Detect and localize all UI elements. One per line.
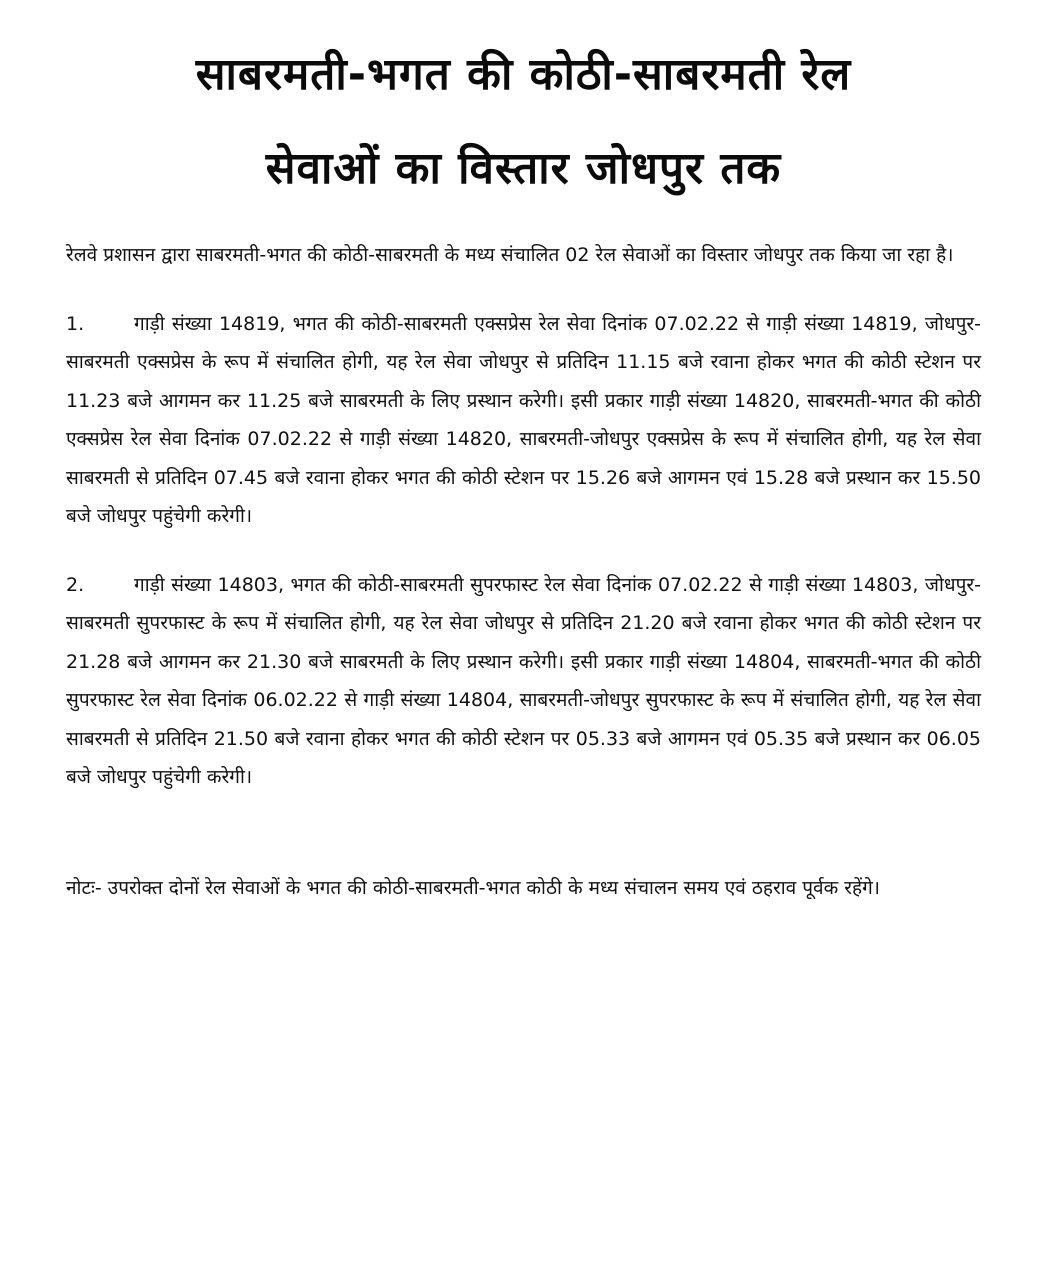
list-item-number: 1.: [66, 312, 85, 335]
note-paragraph: नोटः- उपरोक्त दोनों रेल सेवाओं के भगत की कोठी-साबरमती-भगत कोठी के मध्य संचालन समय एवं ठहराव पूर्वक रहेंगे।: [66, 876, 880, 899]
list-item-text: गाड़ी संख्या 14803, भगत की कोठी-साबरमती सुपरफास्ट रेल सेवा दिनांक 07.02.22 से गाड़ी संख्या 14803, जोधपुर-साबरमती सुपरफास्ट के रूप में संचालित होगी, यह रेल सेवा जोधपुर से प्रतिदिन 21.20 बजे रवाना होकर भगत की कोठी स्टेशन पर 21.28 बजे आगमन कर 21.30 बजे साबरमती के लिए प्रस्थान करेगी। इसी प्रकार गाड़ी संख्या 14804, साबरमती-भगत की कोठी सुपरफास्ट रेल सेवा दिनांक 06.02.22 से गाड़ी संख्या 14804, साबरमती-जोधपुर सुपरफास्ट के रूप में संचालित होगी, यह रेल सेवा साबरमती से प्रतिदिन 21.50 बजे रवाना होकर भगत की कोठी स्टेशन पर 05.33 बजे आगमन एवं 05.35 बजे प्रस्थान कर 06.05 बजे जोधपुर पहुंचेगी करेगी।: [66, 573, 981, 788]
intro-paragraph: रेलवे प्रशासन द्वारा साबरमती-भगत की कोठी-साबरमती के मध्य संचालित 02 रेल सेवाओं का विस्तार जोधपुर तक किया जा रहा है।: [66, 244, 954, 266]
list-item: [66, 305, 981, 536]
list-item: [66, 566, 981, 797]
list-item-text: गाड़ी संख्या 14819, भगत की कोठी-साबरमती एक्सप्रेस रेल सेवा दिनांक 07.02.22 से गाड़ी संख्या 14819, जोधपुर-साबरमती एक्सप्रेस के रूप में संचालित होगी, यह रेल सेवा जोधपुर से प्रतिदिन 11.15 बजे रवाना होकर भगत की कोठी स्टेशन पर 11.23 बजे आगमन कर 11.25 बजे साबरमती के लिए प्रस्थान करेगी। इसी प्रकार गाड़ी संख्या 14820, साबरमती-भगत की कोठी एक्सप्रेस रेल सेवा दिनांक 07.02.22 से गाड़ी संख्या 14820, साबरमती-जोधपुर एक्सप्रेस के रूप में संचालित होगी, यह रेल सेवा साबरमती से प्रतिदिन 07.45 बजे रवाना होकर भगत की कोठी स्टेशन पर 15.26 बजे आगमन एवं 15.28 बजे प्रस्थान कर 15.50 बजे जोधपुर पहुंचेगी करेगी।: [66, 312, 981, 527]
title-line-1: साबरमती-भगत की कोठी-साबरमती रेल: [195, 49, 852, 100]
list-item-number: 2.: [66, 573, 85, 596]
title-line-2: सेवाओं का विस्तार जोधपुर तक: [265, 143, 782, 194]
page-title: [66, 28, 981, 216]
